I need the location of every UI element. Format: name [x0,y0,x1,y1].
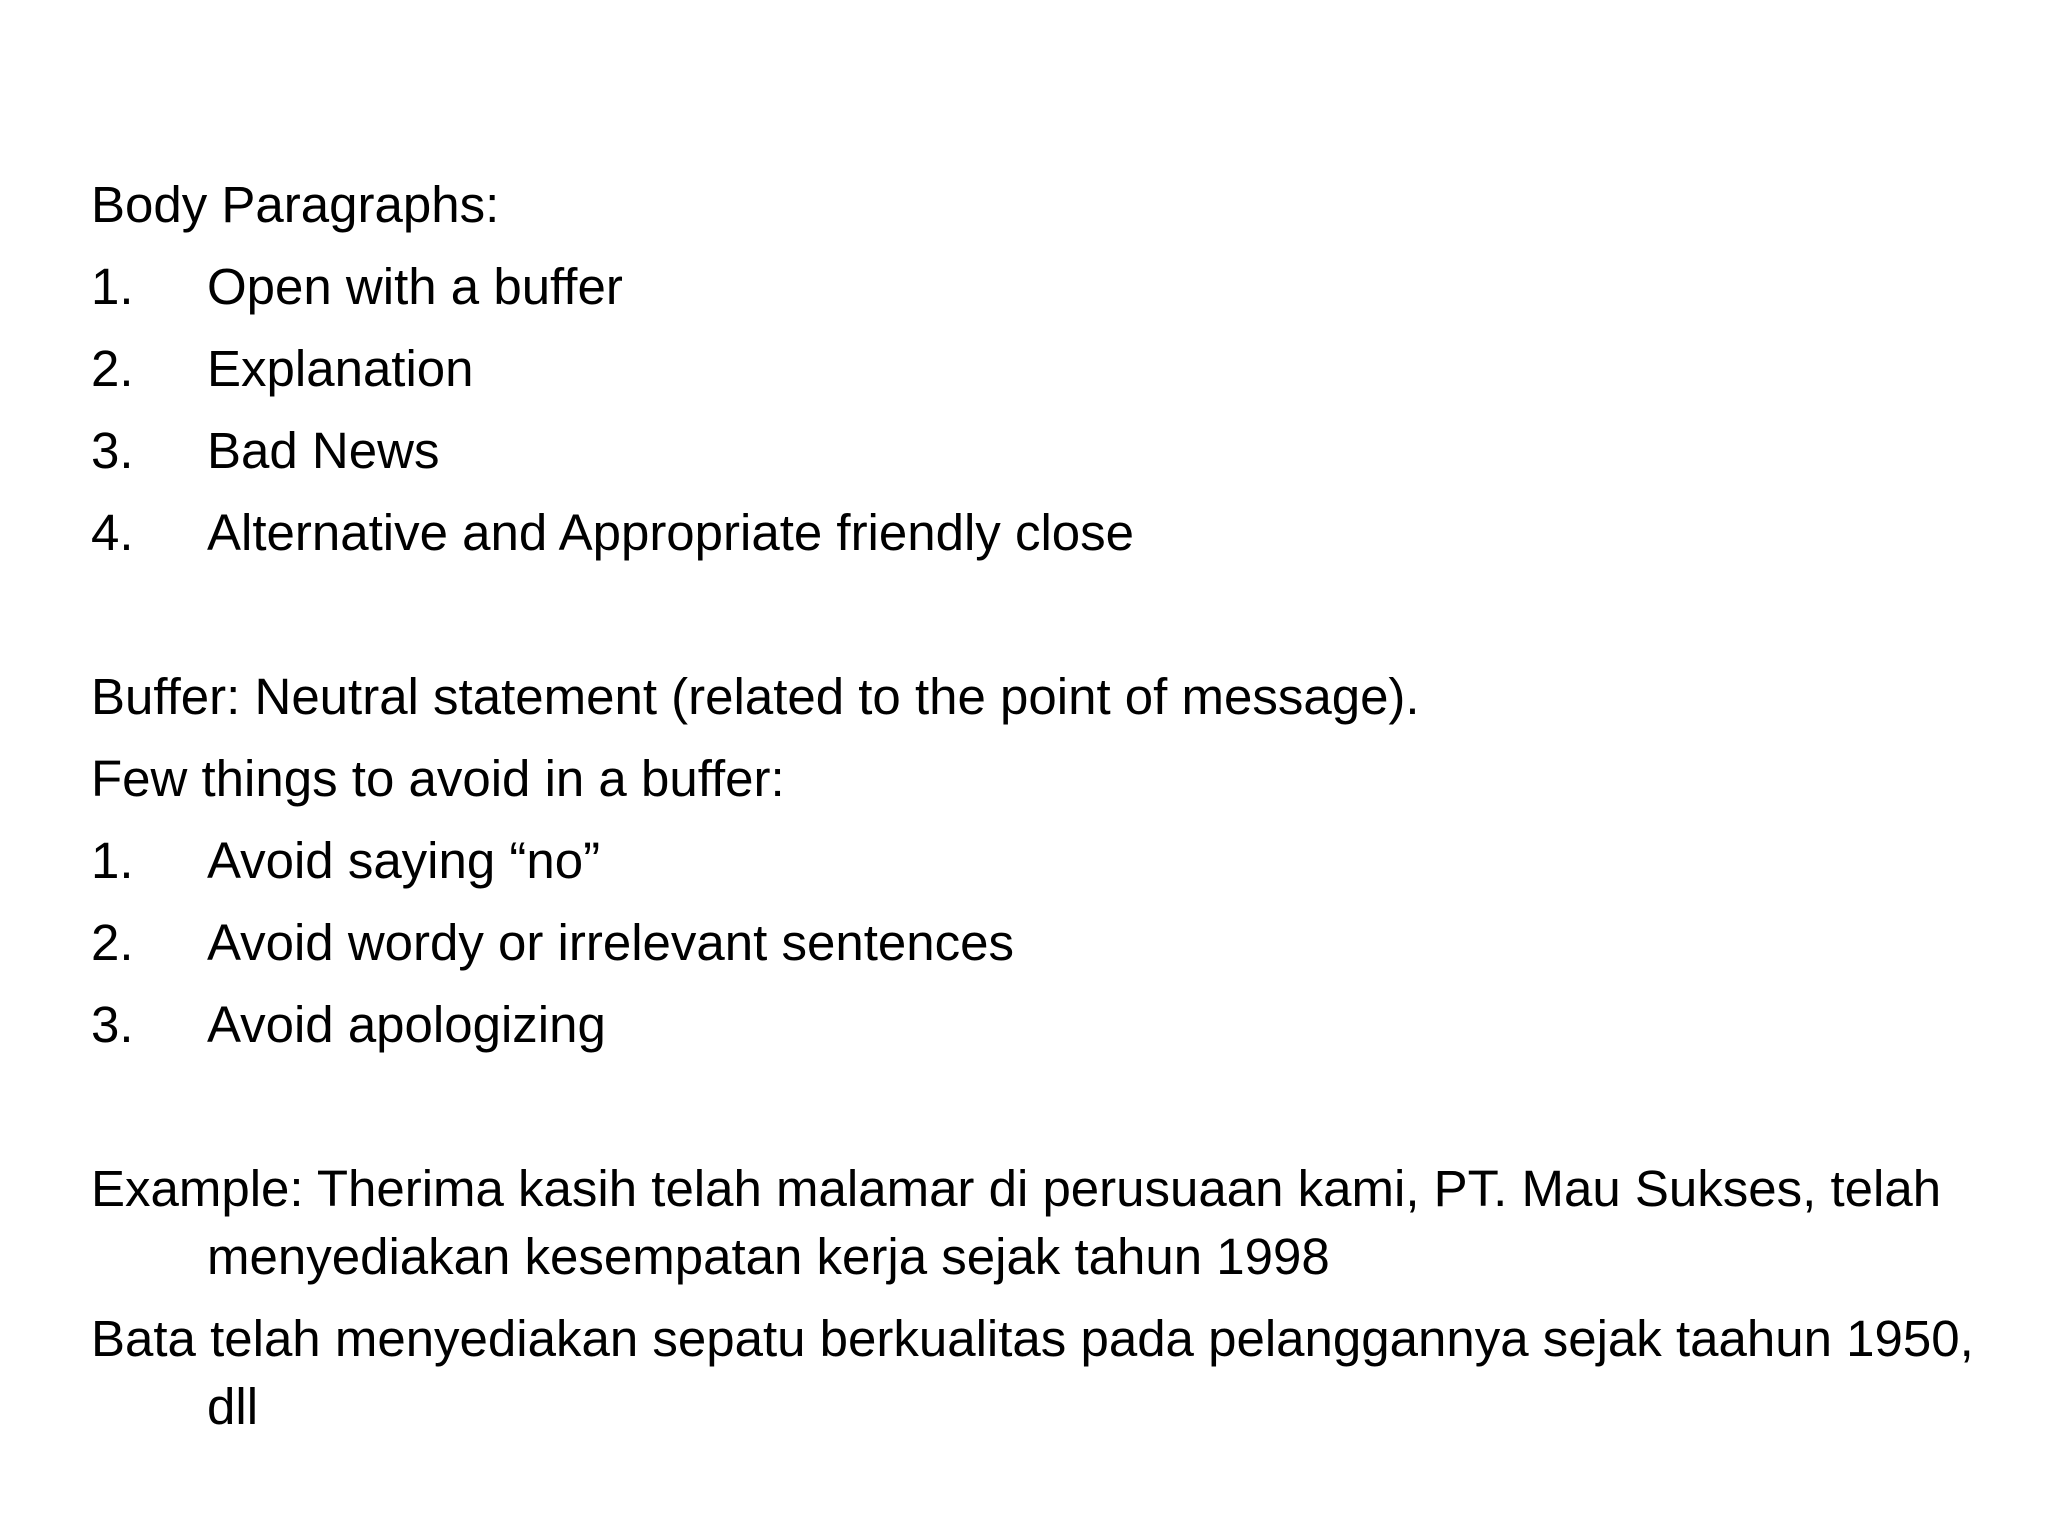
buffer-definition: Buffer: Neutral statement (related to the point of message). [91,668,1420,725]
example-paragraph-2: Bata telah menyediakan sepatu berkualitas pada pelanggannya sejak taahun 1950, dll [91,1310,1974,1435]
list-text: Avoid apologizing [207,996,606,1053]
list-item [91,328,1988,410]
list-text: Open with a buffer [207,258,623,315]
list-text: Avoid saying “no” [207,832,601,889]
spacer [91,1066,1988,1148]
example-paragraph: Example: Therima kasih telah malamar di perusuaan kami, PT. Mau Sukses, telah menyediakan kesempatan kerja sejak tahun 1998 [91,1160,1942,1285]
list-text: Bad News [207,422,440,479]
list-number: 3. [91,996,134,1053]
spacer [91,574,1988,656]
list-item [91,820,1988,902]
list-number: 4. [91,504,134,561]
list-text: Explanation [207,340,474,397]
list-number: 3. [91,422,134,479]
avoid-heading: Few things to avoid in a buffer: [91,750,785,807]
list-item [91,410,1988,492]
list-number: 2. [91,914,134,971]
list-text: Alternative and Appropriate friendly close [207,504,1135,561]
body-paragraphs-heading: Body Paragraphs: [91,176,500,233]
list-item [91,246,1988,328]
list-number: 2. [91,340,134,397]
list-number: 1. [91,258,134,315]
list-number: 1. [91,832,134,889]
list-text: Avoid wordy or irrelevant sentences [207,914,1014,971]
list-item [91,492,1988,574]
list-item [91,984,1988,1066]
list-item [91,902,1988,984]
